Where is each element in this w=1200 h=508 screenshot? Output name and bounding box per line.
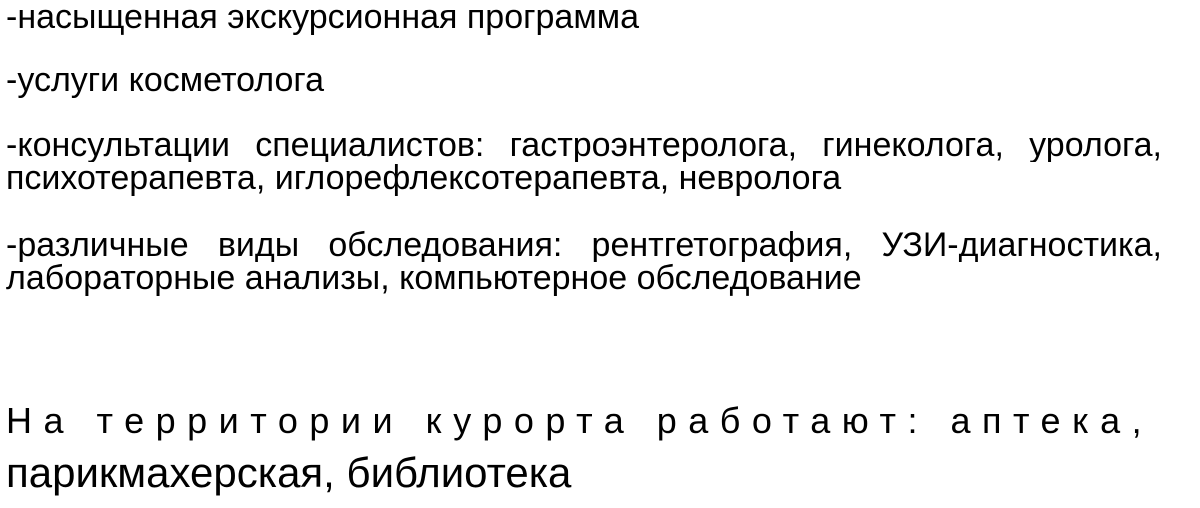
bullet-specialist-consultations-line-1: -консультации специалистов: гастроэнтеролога, гинеколога, уролога, [6,129,1162,162]
footer-resort-facilities [6,395,1162,499]
bullet-examination-types [6,229,1162,295]
bullet-cosmetologist-services [6,61,1162,99]
bullet-excursion-program [6,1,1162,34]
bullet-specialist-consultations-line-2: психотерапевта, иглорефлексотерапевта, невролога [6,159,842,197]
footer-resort-facilities-line-2: парикмахерская, библиотека [6,449,572,496]
bullet-examination-types-line-2: лабораторные анализы, компьютерное обследование [6,259,862,297]
bullet-examination-types-line-1: -различные виды обследования: рентгетография, УЗИ-диагностика, [6,229,1162,262]
bullet-excursion-program-line: -насыщенная экскурсионная программа [6,0,639,36]
bullet-cosmetologist-services-line: -услуги косметолога [6,61,324,99]
footer-resort-facilities-line-1: На территории курорта работают: аптека, [6,400,1154,441]
bullet-specialist-consultations [6,129,1162,195]
